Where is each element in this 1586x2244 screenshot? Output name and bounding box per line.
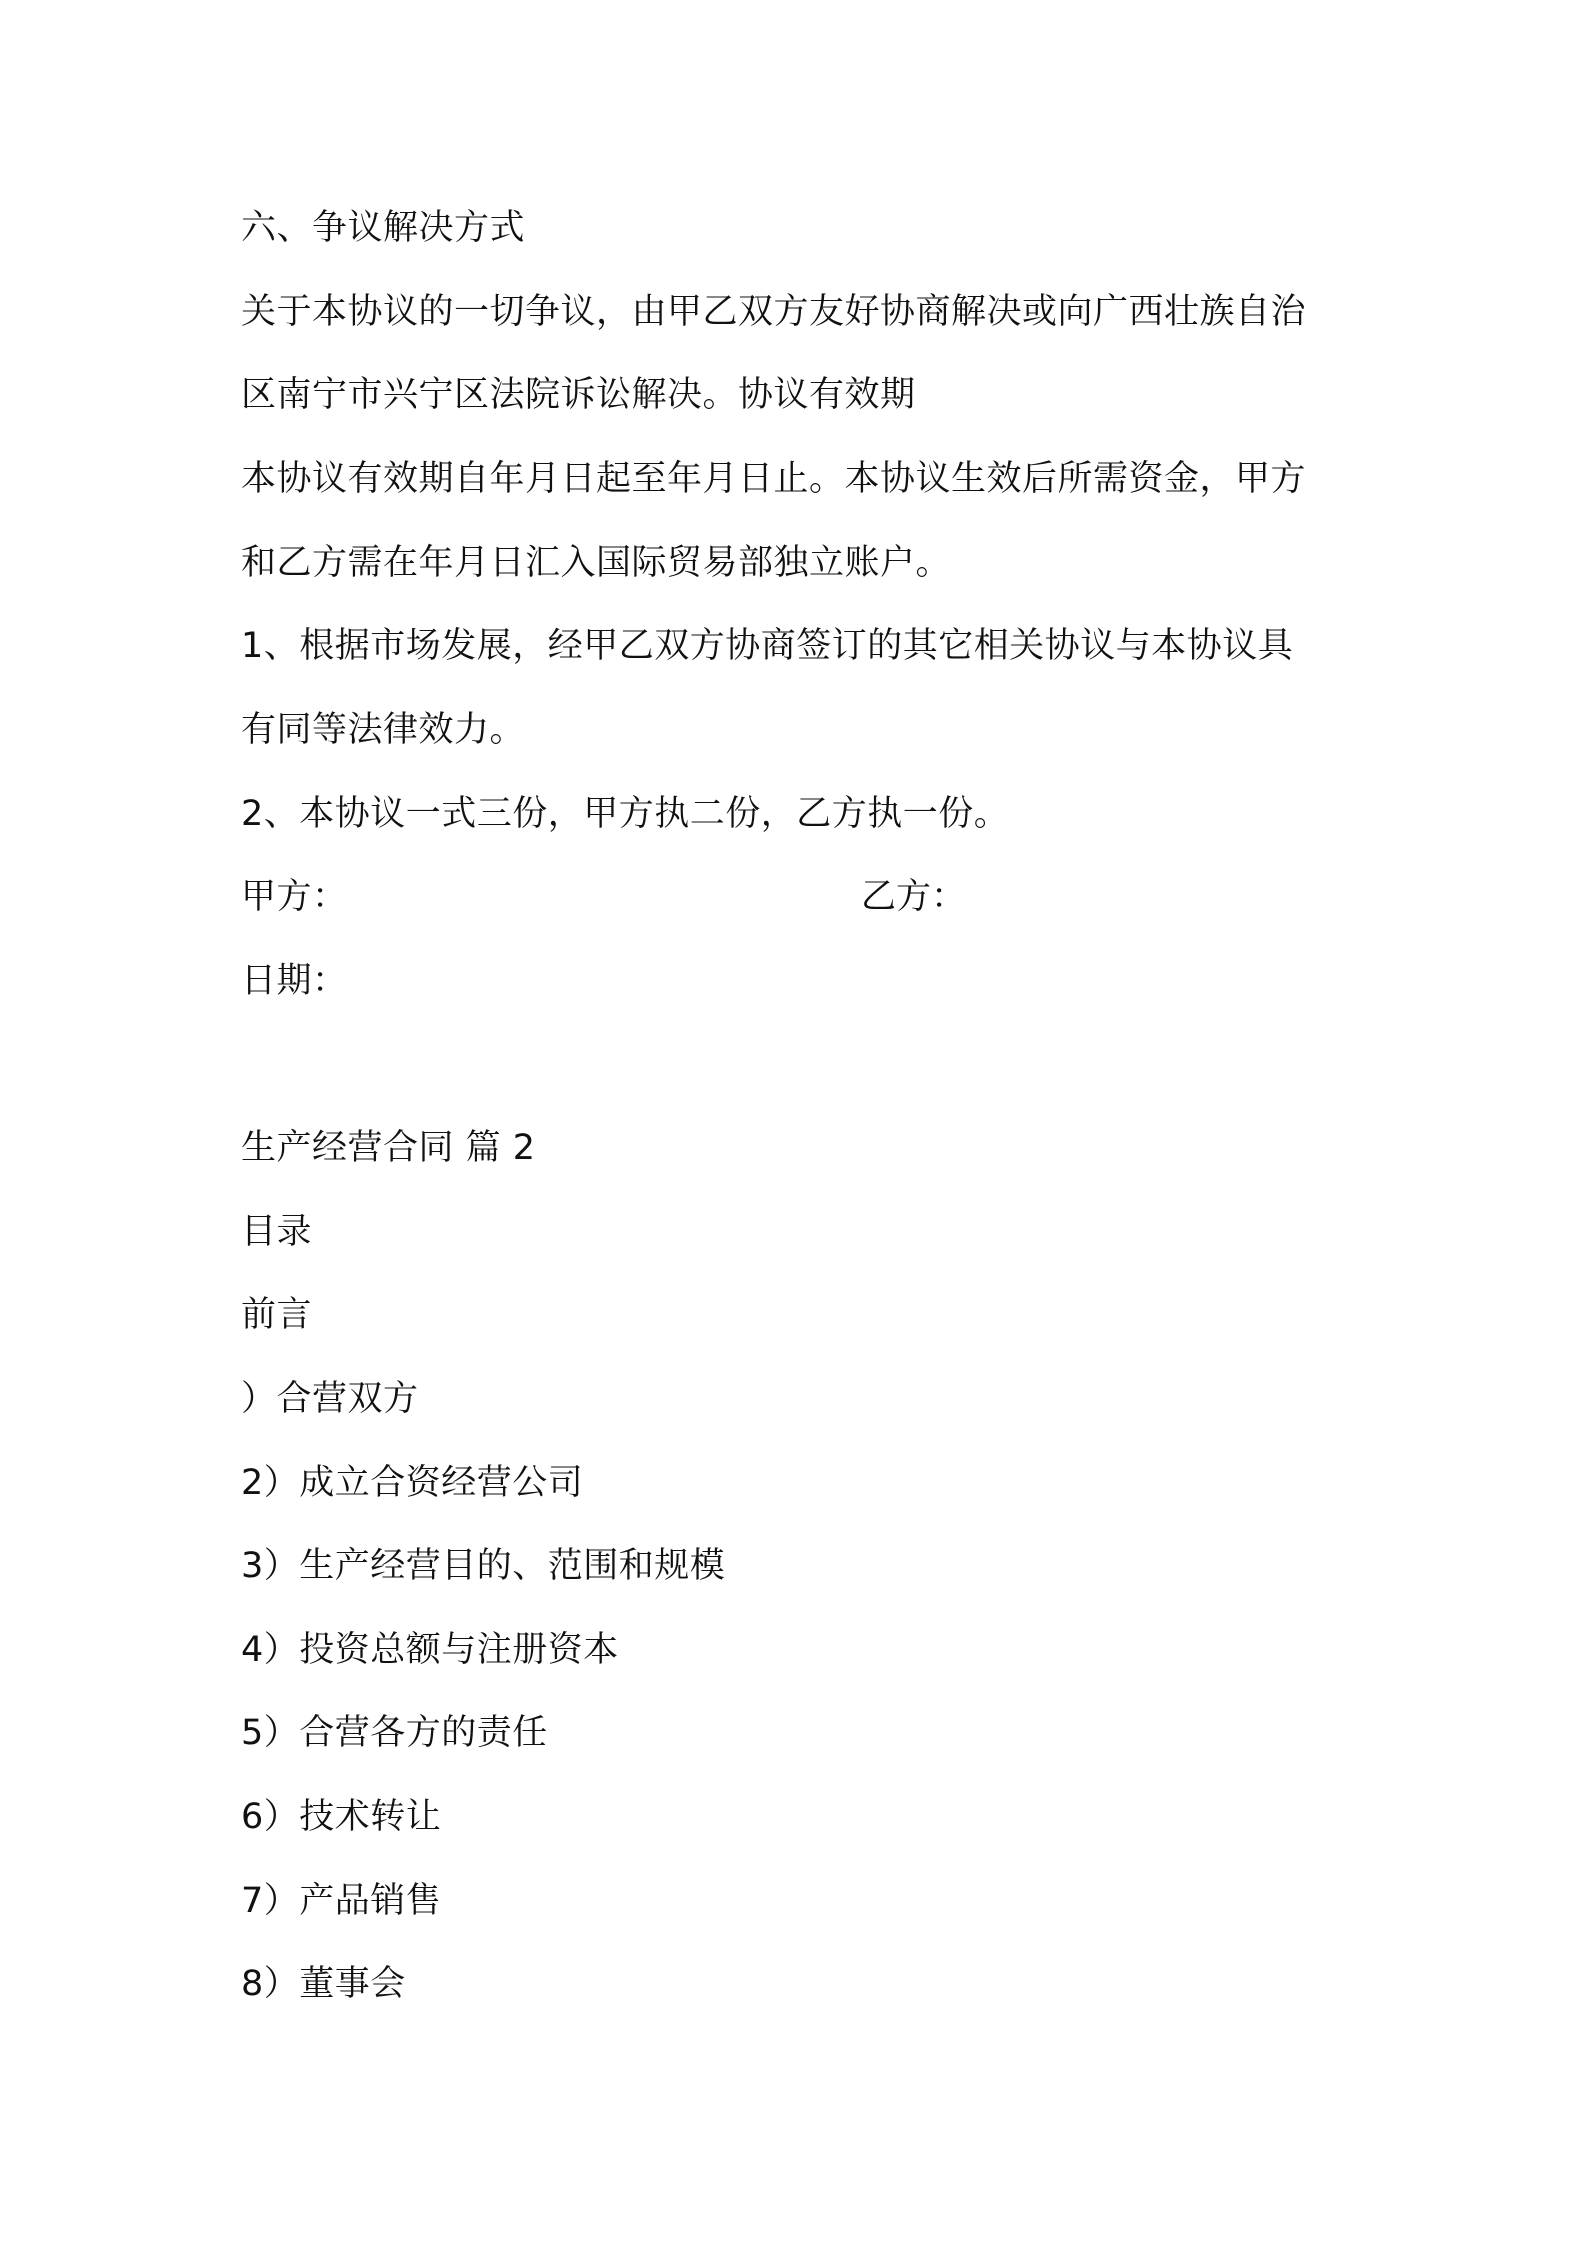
clause-1-line-1: 1、根据市场发展，经甲乙双方协商签订的其它相关协议与本协议具 (241, 626, 1294, 666)
toc-item: 4）投资总额与注册资本 (241, 1630, 619, 1670)
date-label: 日期： (241, 961, 348, 1001)
party-a-label: 甲方： (241, 877, 348, 917)
preface-label: 前言 (241, 1295, 313, 1335)
toc-item: 8）董事会 (241, 1964, 406, 2004)
clause-1-line-2: 有同等法律效力。 (241, 710, 526, 750)
toc-item: ）合营双方 (241, 1379, 419, 1419)
toc-item: 7）产品销售 (241, 1881, 442, 1921)
dispute-paragraph-line-1: 关于本协议的一切争议，由甲乙双方友好协商解决或向广西壮族自治 (241, 292, 1307, 332)
section-heading-dispute: 六、争议解决方式 (241, 208, 526, 248)
toc-item: 3）生产经营目的、范围和规模 (241, 1546, 726, 1586)
toc-item: 5）合营各方的责任 (241, 1713, 548, 1753)
toc-item: 6）技术转让 (241, 1797, 442, 1837)
party-b-label: 乙方： (861, 877, 967, 917)
clause-2: 2、本协议一式三份，甲方执二份，乙方执一份。 (241, 794, 1010, 834)
toc-label: 目录 (241, 1212, 313, 1252)
dispute-paragraph-line-2: 区南宁市兴宁区法院诉讼解决。协议有效期 (241, 375, 916, 415)
validity-paragraph-line-1: 本协议有效期自年月日起至年月日止。本协议生效后所需资金，甲方 (241, 459, 1307, 499)
contract-2-title: 生产经营合同 篇 2 (241, 1128, 536, 1168)
toc-item: 2）成立合资经营公司 (241, 1463, 584, 1503)
validity-paragraph-line-2: 和乙方需在年月日汇入国际贸易部独立账户。 (241, 543, 952, 583)
